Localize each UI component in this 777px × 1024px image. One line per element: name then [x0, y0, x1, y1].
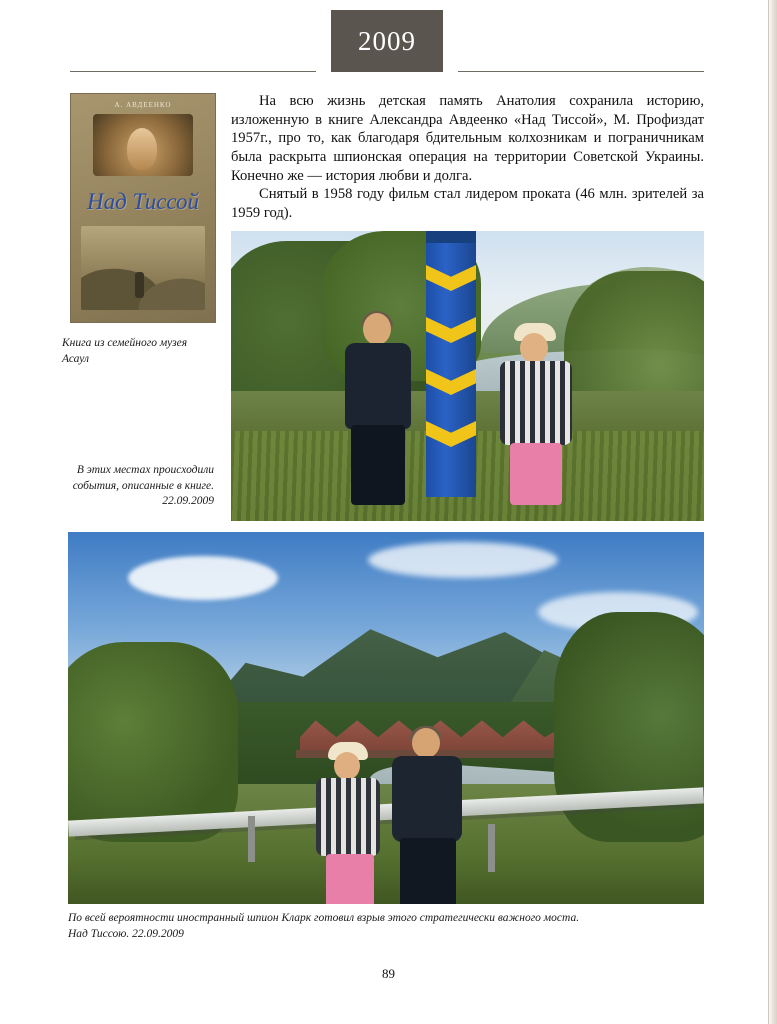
- photo2-man: [386, 728, 472, 904]
- photo1-post-cap: [426, 231, 476, 243]
- photo2-cloud-1: [128, 556, 278, 600]
- photo1-woman: [496, 327, 582, 507]
- book-cover-image: [70, 93, 216, 323]
- photo1-woman-torso: [500, 361, 572, 445]
- photo2-tree-left: [68, 642, 238, 842]
- header-rule-right: [458, 71, 704, 72]
- photo1-border-post-pillar: [426, 239, 476, 497]
- bridge-caption-line-2: Над Тиссою. 22.09.2009: [68, 928, 184, 941]
- paragraph-1: На всю жизнь детская память Анатолия сохранила историю, изложенную в книге Александра Авдеенко «Над Тиссой», М. Профиздат 1957г., про то, как благодаря бдительным колхозникам и пограничникам была раскрыта шпионская операция на территории Советской Украины. Конечно же — история любви и долга.: [231, 93, 704, 184]
- page-edge-decoration: [768, 0, 777, 1024]
- page-edge-line: [768, 0, 769, 1024]
- book-cover-title: Над Тиссой: [86, 189, 200, 214]
- photo2-cloud-2: [368, 542, 558, 578]
- book-cover-author: А. АВДЕЕНКО: [114, 101, 172, 109]
- photo1-man-torso: [345, 343, 411, 429]
- book-cover-figure: [135, 272, 144, 298]
- photo-bridge: [68, 532, 704, 904]
- article-body: [231, 92, 704, 223]
- photo1-chevron-4: [426, 421, 476, 447]
- book-cover-inner: [71, 94, 215, 322]
- photo1-chevron-2: [426, 317, 476, 343]
- photo1-man-legs: [351, 425, 405, 505]
- photo2-woman-legs: [326, 854, 374, 904]
- book-cover-scene: [81, 226, 205, 310]
- page-number: 89: [382, 966, 395, 981]
- photo2-guardrail-post-right: [488, 824, 495, 872]
- year-header-box: [331, 10, 443, 72]
- bridge-caption-line-1: По всей вероятности иностранный шпион Кларк готовил взрыв этого стратегически важного моста.: [68, 912, 580, 924]
- photo1-chevron-3: [426, 369, 476, 395]
- photo1-woman-legs: [510, 443, 562, 505]
- photo2-woman-head: [334, 752, 360, 780]
- photo1-woman-head: [520, 333, 548, 363]
- photo-border-post: [231, 231, 704, 521]
- photo1-chevron-1: [426, 265, 476, 291]
- photo2-man-head: [412, 728, 440, 758]
- photo2-woman: [314, 744, 392, 904]
- photo2-guardrail-post-left: [248, 816, 255, 862]
- border-post-photo-caption: В этих местах происходили события, описанные в книге. 22.09.2009: [72, 464, 214, 508]
- paragraph-2: Снятый в 1958 году фильм стал лидером проката (46 млн. зрителей за 1959 год).: [231, 186, 704, 222]
- photo1-man: [339, 313, 419, 503]
- book-cover-caption: Книга из семейного музея Асаул: [62, 337, 188, 365]
- photo2-man-legs: [400, 838, 456, 904]
- photo2-man-torso: [392, 756, 462, 842]
- photo1-man-head: [363, 313, 391, 345]
- bridge-photo-caption: [68, 910, 704, 943]
- photo2-woman-torso: [316, 778, 380, 856]
- header-rule-left: [70, 71, 316, 72]
- year-label: 2009: [358, 25, 416, 56]
- book-cover-portrait: [93, 114, 193, 176]
